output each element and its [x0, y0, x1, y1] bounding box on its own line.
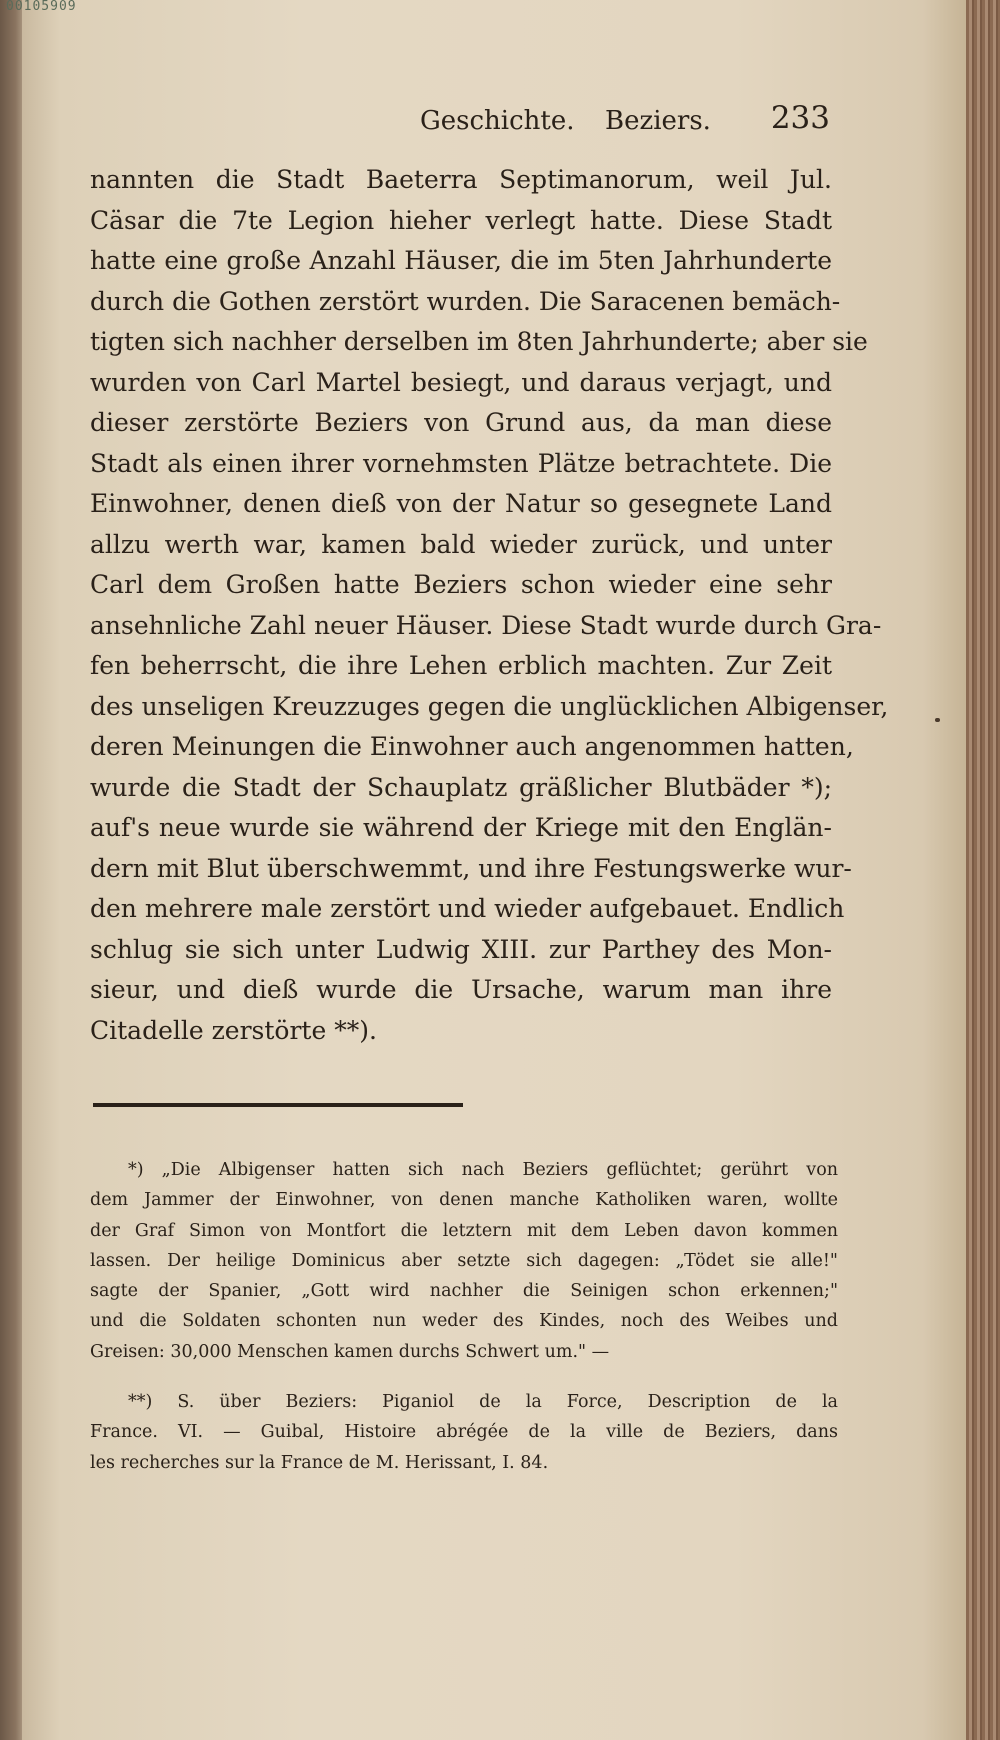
footnote-line: der Graf Simon von Montfort die letztern mit dem Leben davon kommen — [90, 1220, 838, 1241]
body-line: den mehrere male zerstört und wieder aufgebauet. Endlich — [90, 894, 845, 923]
body-line: fen beherrscht, die ihre Lehen erblich machten. Zur Zeit — [90, 651, 832, 680]
body-line: Carl dem Großen hatte Beziers schon wieder eine sehr — [90, 570, 832, 599]
footnote-line: und die Soldaten schonten nun weder des Kindes, noch des Weibes und — [90, 1311, 838, 1332]
running-head-place: Beziers. — [605, 106, 711, 136]
running-head-section: Geschichte. — [420, 106, 575, 136]
body-line: Citadelle zerstörte **). — [90, 1015, 377, 1045]
body-text — [90, 160, 889, 1051]
body-line: Cäsar die 7te Legion hieher verlegt hatte. Diese Stadt — [90, 205, 832, 235]
page-block-edge — [966, 0, 1000, 1740]
footnote-line: *) „Die Albigenser hatten sich nach Beziers geflüchtet; gerührt von — [128, 1160, 838, 1180]
body-line: sieur, und dieß wurde die Ursache, warum man ihre — [90, 975, 832, 1004]
body-line: tigten sich nachher derselben im 8ten Jahrhunderte; aber sie — [90, 327, 868, 356]
body-line: des unseligen Kreuzzuges gegen die unglücklichen Albigenser, — [90, 691, 889, 721]
body-line: dern mit Blut überschwemmt, und ihre Festungswerke wur- — [90, 853, 852, 883]
body-line: deren Meinungen die Einwohner auch angenommen hatten, — [90, 732, 854, 761]
footnote-line: **) S. über Beziers: Piganiol de la Force, Description de la — [128, 1392, 838, 1413]
footnote-line: France. VI. — Guibal, Histoire abrégée de la ville de Beziers, dans — [90, 1422, 838, 1443]
footnote-line: sagte der Spanier, „Gott wird nachher die Seinigen schon erkennen;" — [90, 1281, 838, 1302]
footnotes — [90, 1155, 838, 1478]
paper-speck — [935, 718, 940, 722]
body-line: hatte eine große Anzahl Häuser, die im 5ten Jahrhunderte — [90, 246, 832, 275]
footnote-line: lassen. Der heilige Dominicus aber setzte sich dagegen: „Tödet sie alle!" — [90, 1250, 838, 1271]
footnote-line: dem Jammer der Einwohner, von denen manche Katholiken waren, wollte — [90, 1190, 838, 1211]
page-number: 233 — [770, 100, 830, 136]
body-line: durch die Gothen zerstört wurden. Die Saracenen bemäch- — [90, 286, 841, 316]
library-stamp: 00105909 — [6, 0, 77, 14]
body-line: wurde die Stadt der Schauplatz gräßlicher Blutbäder *); — [90, 772, 832, 802]
body-line: Stadt als einen ihrer vornehmsten Plätze betrachtete. Die — [90, 448, 832, 478]
body-line: wurden von Carl Martel besiegt, und daraus verjagt, und — [90, 367, 832, 397]
body-line: nannten die Stadt Baeterra Septimanorum, weil Jul. — [90, 165, 832, 194]
footnote-gap — [90, 1367, 838, 1387]
footnote-line: les recherches sur la France de M. Herissant, I. 84. — [90, 1452, 549, 1473]
body-line: ansehnliche Zahl neuer Häuser. Diese Stadt wurde durch Gra- — [90, 610, 882, 640]
body-line: dieser zerstörte Beziers von Grund aus, da man diese — [90, 408, 832, 437]
footnote-rule — [93, 1103, 463, 1107]
body-line: auf's neue wurde sie während der Kriege mit den Englän- — [90, 813, 832, 842]
body-line: allzu werth war, kamen bald wieder zurück, und unter — [90, 529, 832, 559]
footnote-line: Greisen: 30,000 Menschen kamen durchs Schwert um." — — [90, 1341, 610, 1362]
body-line: Einwohner, denen dieß von der Natur so gesegnete Land — [90, 489, 832, 518]
body-line: schlug sie sich unter Ludwig XIII. zur Parthey des Mon- — [90, 934, 832, 964]
running-head — [420, 100, 830, 140]
